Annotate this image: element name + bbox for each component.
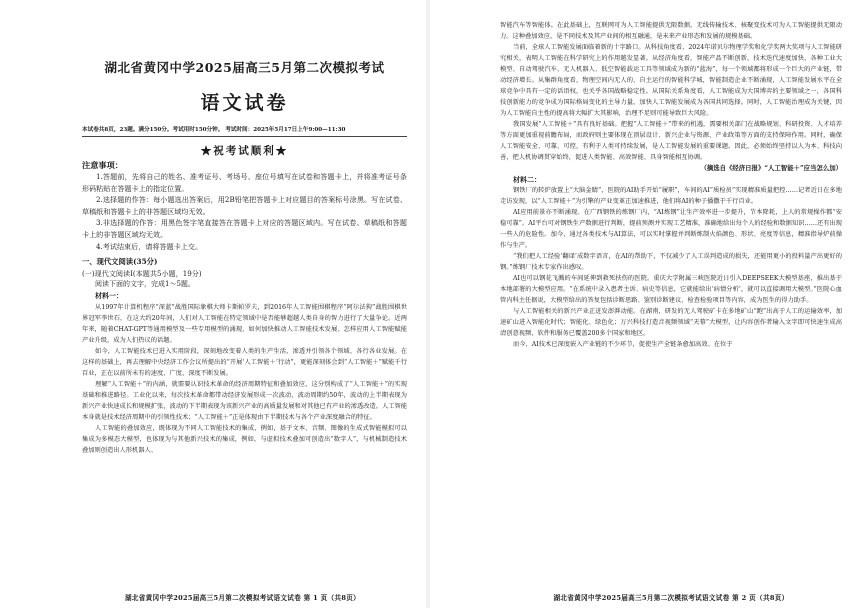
section-heading: 一、现代文阅读(35分) bbox=[82, 257, 158, 267]
exam-title: 湖北省黄冈中学2025届高三5月第二次模拟考试 bbox=[104, 60, 385, 75]
paragraph: 我国发展“人工智能＋”具有良好基础。把握“人工智能＋”带来的机遇，需要相关部门在战略规划、科研投资、人才培养等方面更加重视前瞻布局，而政府则主要体现在顶层设计、新兴企业与资源、产业政策等方面的支持保障作用。同时，确保人工智能安全、可靠、可控，有利于人类可持续发展，是人工智能发展的重要课题。因此，必须始终坚持以人为本、科技向善，把人机协调贯穿始终，促进人类智能、高效智能、具身智能相互协调。 bbox=[500, 121, 842, 161]
page-footer: 湖北省黄冈中学2025届高三5月第二次模拟考试语文试卷 第 2 页（共8页） bbox=[553, 594, 789, 602]
paragraph: 与人工智能相关的新兴产业正迸发澎湃动能。在湖南，研发的无人驾驶矿卡在多地矿山“跑”出高于人工的运输效率，加速矿山进入智能化时代；智能化、绿色化；万兴科技打造音视频领域“天幕”大模型，让内容创作者输入文字即可快速生成高清创意视频，软件和服务已覆盖200多个国家和地区。 bbox=[500, 308, 842, 338]
subject-title: 语文试卷 bbox=[200, 92, 289, 114]
source-citation: （摘选自《经济日报》“人工智能＋”应当怎么加） bbox=[700, 164, 842, 172]
reading-instruction: 阅读下面的文字，完成1～5题。 bbox=[95, 280, 195, 289]
material-label: 材料一： bbox=[95, 291, 123, 301]
paragraph: 钢铁厂的转炉放置上“大脑金睛”，医院的AI助手开始“履职”，车间的AI“质检员”实现精准质量把控……记者近日在多地走访发现，以“人工智能＋”为引擎的产业变革正加速推进，他们将AI的种子播撒于千行百业。 bbox=[500, 187, 842, 206]
right-page bbox=[430, 0, 860, 608]
paragraph: AI应用前景亦不断涌现。在广西钢铁的炼钢厂内，“AI炼钢”让生产效率进一步提升，节本降耗，上人的常规操作都“安稳可靠”。AI平台可对钢铁生产数据进行判断，提前预测并实现工艺精准，准确地给出每个人的经验和数据知识……还有出现一些人的危险性。加今，通过各类技术与AI算法，可以实时掌握并判断炼制火焰颜色、形状、亮度等信息，精准指导炉前操作与生产。 bbox=[500, 209, 842, 250]
paragraph: 人工智能的叠加效应，既体现为不同人工智能技术的集成，例如，基于文本、音频、图像的生成式智能模拟可以集成为多模态大模型，也体现为与其他新兴技术的集成，例如，与虚拟技术叠加可创造出“数字人”，与机械制造技术叠加则创造出人形机器人、 bbox=[82, 424, 407, 454]
paragraph: AI也可以钢花飞溅的车间延伸到救死扶伤的医院。重庆大学附属三峡医院近日引入DEEPSEEK大模型基座，推出基于本地部署的大模型应用。“在系统中录入患者主诉、病史等信息，它就能给出‘病情分析’，就可以直接调用大模型。”医院心血管内科主任据说，大模型给出的答复包括诊断思路、鉴别诊断建议、检查检验项目等内容，成为医生的得力助手。 bbox=[500, 275, 842, 305]
page-footer: 湖北省黄冈中学2025届高三5月第二次模拟考试语文试卷 第 1 页（共8页） bbox=[124, 594, 361, 602]
paragraph: 智能汽车等智能体。在此基础上，互联网可为人工智能提供无限数据，无线传输技术、核聚变技术可为人工智能提供无限动力。这种叠加效应，是不同技术及其产业间的相互融通，是未来产业形态和发展的规模基础。 bbox=[500, 22, 842, 40]
paragraph: 当前，全球人工智能发展面临着新的十字路口。从科技角度看，2024年诺贝尔物理学奖和化学奖两大奖项与人工智能研究相关，表明人工智能在科学研究上的作用越发显著。从经济角度看，智能产品不断创新，技术迭代速度加快，各种工业大模型、自动驾驶汽车、无人机器人、低空智能载运工具等领域成为新的“蓝海”，每一个领域都将形成一个巨大的产业链，带动经济增长。从集群角度看，物理空间内无人的、自主运行的智能科学城，智能制造企业不断涌现，人工智能发展水平在全球竞争中具有一定的话语权，也关乎各国战略稳定性。从国际关系角度看，人工智能成为大国博弈的主要领域之一，各国科技创新能力的竞争成为国际格局变化的主导力量，加快人工智能发展成为各国共同选择。同时，人工智能治理成为关键，因为人工智能自主性的提高将大幅扩大其影响，治理不足则可能导致巨大风险。 bbox=[500, 44, 842, 117]
paragraph: 如今，人工智能技术已进入实用阶段，深刻地改变着人类的生产生活，渗透并引领各个领域、各行各业发展。在这样的基础上，再去理解中央经济工作会议所提出的“开展‘人工智能＋’行动”，更能深刻体会到“人工智能＋”赋能千行百业，正在以前所未有的速度、广度、深度不断发展。 bbox=[82, 347, 407, 377]
note-item: 3.非选择题的作答：用黑色签字笔直接答在答题卡上对应的答题区域内。写在试卷、草稿纸和答题卡上的非答题区域均无效。 bbox=[82, 218, 407, 239]
left-page bbox=[0, 0, 425, 608]
note-item: 2.选择题的作答：每小题选出答案后，用2B铅笔把答题卡上对应题目的答案标号涂黑。写在试卷、草稿纸和答题卡上的非答题区域均无效。 bbox=[82, 195, 407, 216]
paragraph: 从1997年计算机程序“深蓝”战胜国际象棋大师卡斯帕罗夫，到2016年人工智能围棋程序“阿尔法狗”战胜围棋世界冠军李世石，在这大约20年间，人们对人工智能在特定领域中是否能够超越人类自身的智力进行了大量争论。近两年来，随着CHAT-GPT等通用模型及一些专用模型的涌现，如何加快推动人工智能技术发展、怎样应用人工智能赋能产业升级，成为人们热议的话题。 bbox=[82, 303, 407, 344]
notes-heading: 注意事项： bbox=[82, 160, 123, 170]
subsection-heading: (一)现代文阅读Ⅰ(本题共5小题，19分) bbox=[82, 268, 202, 278]
blessing: ★祝考试顺利★ bbox=[200, 145, 289, 157]
exam-info: 本试卷共8页，23题。满分150分。考试用时150分钟。 考试时间：2025年5月17日上午9:00—11:30 bbox=[82, 125, 407, 137]
note-item: 4.考试结束后，请将答题卡上交。 bbox=[96, 241, 203, 251]
note-item: 1.答题前，先将自己的姓名、准考证号、考场号、座位号填写在试卷和答题卡上，并将准考证号条形码粘贴在答题卡上的指定位置。 bbox=[82, 172, 407, 193]
paragraph: “我们把人工经验‘翻译’成数字语言，在AI的帮助下，不仅减少了人工误判造成的损失，还能用更小的投料量产出更好的钢。”炼钢厂技术专家作出感叹。 bbox=[500, 253, 842, 272]
material-label: 材料二： bbox=[513, 175, 541, 184]
paragraph: 而今，AI技术已深度嵌入产业链的不少环节，促使生产全链条愈加高效。在位于 bbox=[513, 341, 733, 349]
paragraph: 理解“人工智能＋”的内涵，就需要认识技术革命的经济周期特征和叠加效应，这分别构成了“人工智能＋”的实现基础和推进路径。工业化以来，每次技术革命都带动经济发展形成一次波动，波动周期约50年，波动的上半期表现为新兴产业快速成长和规模扩张，波动的下半期表现为该新兴产业的高质量发展和对其他已有产业的渗透改造。人工智能本身就是技术经济周期中的引领性技术；“人工智能＋”正是体现由下半期技术与各个产业深度融合的特征。 bbox=[82, 380, 407, 421]
